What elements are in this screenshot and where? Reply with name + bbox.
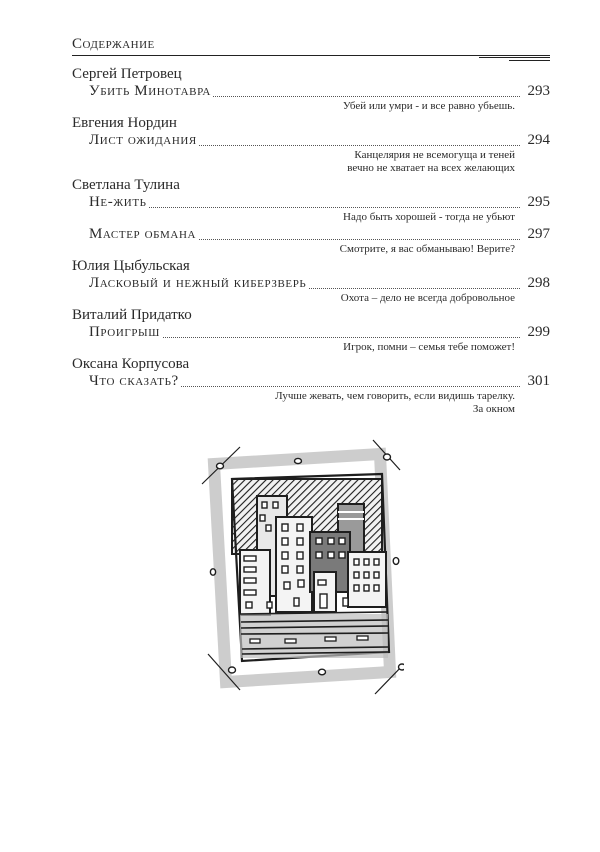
- page-title: Содержание: [72, 36, 155, 52]
- toc-author: Светлана Тулина: [72, 177, 180, 193]
- toc-entry-page: 298: [527, 275, 550, 291]
- toc-entry-title[interactable]: Проигрыш: [89, 324, 160, 340]
- toc-entry-page: 299: [527, 324, 550, 340]
- toc-author: Юлия Цыбульская: [72, 258, 190, 274]
- toc-entry-title[interactable]: Что сказать?: [89, 373, 179, 389]
- toc-entry-page: 301: [527, 373, 550, 389]
- toc-tagline: вечно не хватает на всех желающих: [347, 162, 515, 174]
- toc-tagline: Канцелярия не всемогуща и теней: [354, 149, 515, 161]
- toc-entry[interactable]: [89, 373, 550, 390]
- toc-tagline: Игрок, помни – семья тебе поможет!: [343, 341, 515, 353]
- toc-entry-title[interactable]: Ласковый и нежный киберзверь: [89, 275, 307, 291]
- toc-entry[interactable]: [89, 132, 550, 149]
- toc-author: Сергей Петровец: [72, 66, 182, 82]
- toc-tagline: За окном: [472, 403, 515, 415]
- toc-author: Оксана Корпусова: [72, 356, 190, 372]
- toc-author: Виталий Придатко: [72, 307, 192, 323]
- dot-leader: [89, 207, 520, 208]
- toc-entry-title[interactable]: Не-жить: [89, 194, 147, 210]
- toc-tagline: Лучше жевать, чем говорить, если видишь тарелку.: [275, 390, 515, 402]
- toc-entry-page: 295: [527, 194, 550, 210]
- toc-entry[interactable]: [89, 194, 550, 211]
- toc-tagline: Убей или умри - и все равно убьешь.: [342, 100, 515, 112]
- toc-author: Евгения Нордин: [72, 115, 177, 131]
- toc-entry-title[interactable]: Убить Минотавра: [89, 83, 211, 99]
- header-rule-decor: [479, 57, 550, 58]
- toc-tagline: Охота – дело не всегда добровольное: [340, 292, 515, 304]
- toc-tagline: Надо быть хорошей - тогда не убьют: [343, 211, 515, 223]
- header-rule-decor: [509, 60, 550, 61]
- city-illustration: [200, 432, 404, 697]
- toc-entry-title[interactable]: Мастер обмана: [89, 226, 197, 242]
- toc-entry-page: 293: [527, 83, 550, 99]
- toc-entry-title[interactable]: Лист ожидания: [89, 132, 197, 148]
- toc-tagline: Смотрите, я вас обманываю! Верите?: [339, 243, 515, 255]
- header-rule: [72, 55, 550, 56]
- toc-entry[interactable]: [89, 226, 550, 243]
- toc-entry[interactable]: [89, 275, 550, 292]
- toc-entry[interactable]: [89, 83, 550, 100]
- toc-entry[interactable]: [89, 324, 550, 341]
- table-of-contents: [72, 66, 550, 416]
- toc-entry-page: 294: [527, 132, 550, 148]
- toc-entry-page: 297: [527, 226, 550, 242]
